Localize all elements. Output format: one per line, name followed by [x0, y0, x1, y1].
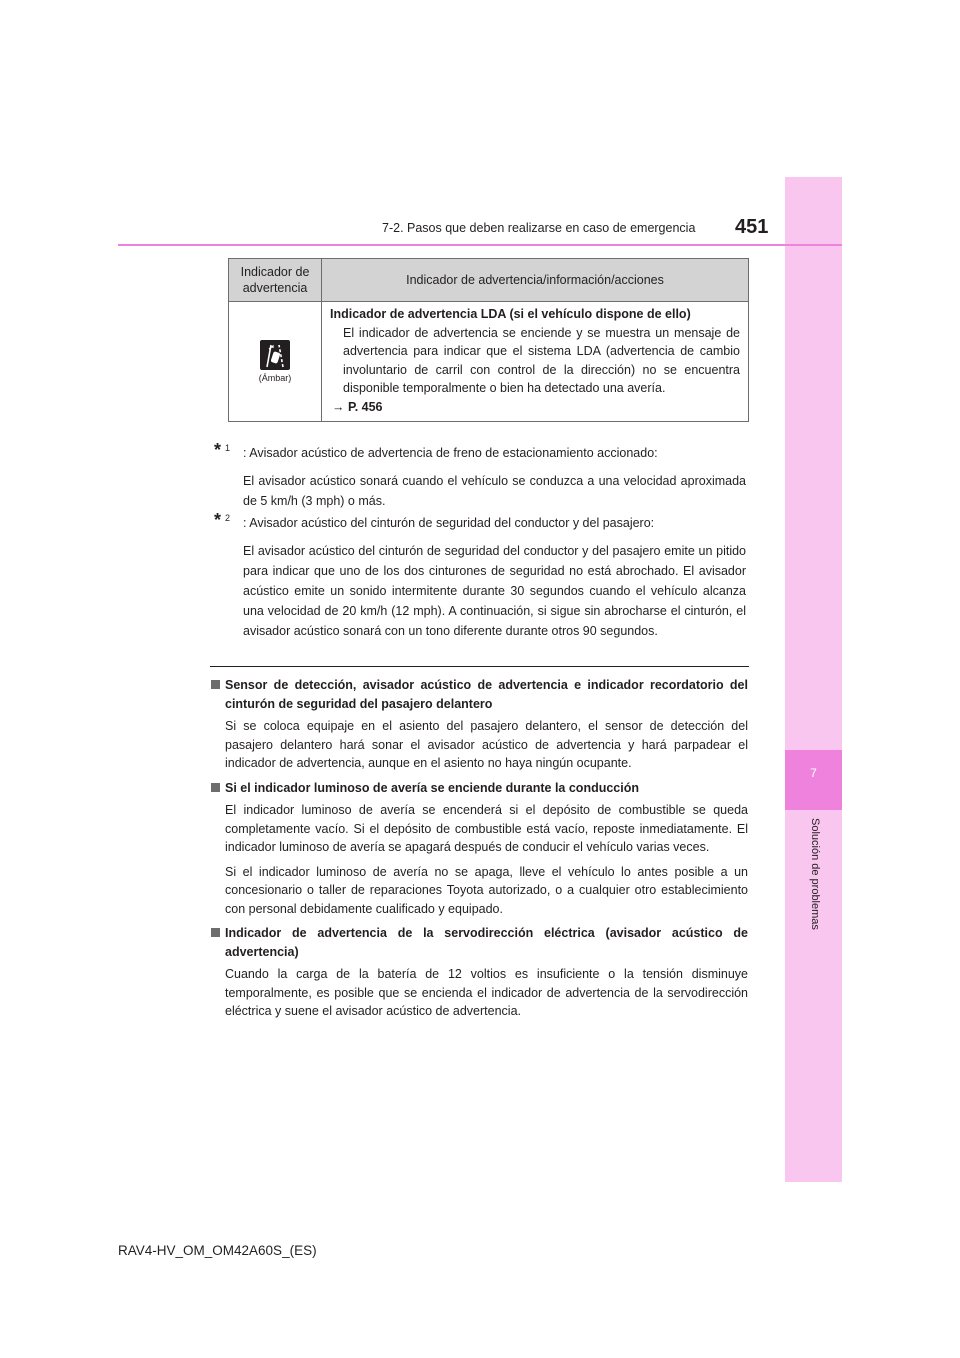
chapter-side-tab — [785, 177, 842, 1182]
col-header-info: Indicador de advertencia/información/acciones — [322, 259, 749, 302]
page-number: 451 — [735, 216, 769, 238]
indicator-title: Indicador de advertencia LDA (si el vehículo dispone de ello) — [330, 307, 691, 321]
footnote-title: : Avisador acústico del cinturón de seguridad del conductor y del pasajero: — [243, 516, 655, 530]
section-paragraph: Si el indicador luminoso de avería no se apaga, lleve el vehículo lo antes posible a un concesionario o taller de reparaciones Toyota autorizado, o a cualquier otro establecimiento con personal debidamente cualificado y equipado. — [225, 864, 748, 916]
section-paragraph: El indicador luminoso de avería se encenderá si el depósito de combustible se queda completamente vacío. Si el depósito de combustible está vacío, reposte inmediatamente. El indicador luminoso de avería se apagará después de conducir el vehículo varias veces. — [225, 803, 748, 854]
section-paragraph: Cuando la carga de la batería de 12 voltios es insuficiente o la tensión disminuye temporalmente, es posible que se encienda el indicador de advertencia de la servodirección eléctrica y suene el avisador acústico de advertencia. — [225, 967, 748, 1018]
section-heading — [211, 676, 748, 713]
footnote-title: : Avisador acústico de advertencia de freno de estacionamiento accionado: — [243, 446, 658, 460]
page-reference: → P. 456 — [332, 399, 383, 414]
section-heading — [211, 779, 748, 798]
footnote-number: 1 — [225, 443, 231, 453]
footnote-body: El avisador acústico del cinturón de seguridad del conductor y del pasajero emite un pitido para indicar que uno de los dos cinturones de seguridad no está abrochado. El avisador acústico emite un sonido intermitente durante 30 segundos cuando el vehículo alcanza una velocidad de 20 km/h (12 mph). A continuación, si sigue sin abrocharse el cinturón, el avisador acústico sonará con un tono diferente durante otros 90 segundos. — [243, 544, 746, 638]
table-row — [229, 302, 749, 422]
header-rule — [118, 244, 842, 246]
table-header-row — [229, 259, 749, 302]
footnote-2 — [214, 510, 746, 641]
chapter-number: 7 — [810, 766, 817, 780]
bullet-square-icon — [211, 783, 220, 792]
chapter-number-block — [785, 750, 842, 810]
footnote-body: El avisador acústico sonará cuando el vehículo se conduzca a una velocidad aproximada de 5 km/h (3 mph) o más. — [243, 474, 746, 508]
indicator-description: El indicador de advertencia se enciende y se muestra un mensaje de advertencia para indicar que el sistema LDA (advertencia de cambio involuntario de carril con control de la dirección) no se encuentra disponible temporalmente o bien ha detectado una avería. — [343, 325, 740, 395]
warning-indicator-table — [228, 258, 749, 422]
chapter-title: Solución de problemas — [809, 818, 821, 930]
footnote-star: * — [214, 510, 222, 530]
bullet-square-icon — [211, 928, 220, 937]
lane-departure-icon — [260, 340, 290, 370]
section-heading-text: Si el indicador luminoso de avería se enciende durante la conducción — [225, 780, 640, 795]
manual-code: RAV4-HV_OM_OM42A60S_(ES) — [118, 1243, 317, 1258]
indicator-cell — [229, 302, 322, 422]
section-heading-text: Indicador de advertencia de la servodirección eléctrica (avisador acústico de advertencia) — [225, 926, 748, 959]
footnote-number: 2 — [225, 513, 231, 523]
section-heading — [211, 924, 748, 961]
section-title: 7-2. Pasos que deben realizarse en caso de emergencia — [382, 221, 696, 235]
section-divider — [210, 666, 749, 667]
indicator-info-cell — [322, 302, 749, 422]
footnote-1 — [214, 440, 746, 511]
footnote-star: * — [214, 440, 222, 460]
icon-color-label: (Ámbar) — [258, 373, 292, 383]
information-sections — [211, 676, 748, 1027]
section-paragraph: Si se coloca equipaje en el asiento del pasajero delantero, el sensor de detección del pasajero delantero hará sonar el avisador acústico de advertencia y hará parpadear el indicador de advertencia, aunque en el asiento no haya ningún ocupante. — [225, 719, 748, 770]
bullet-square-icon — [211, 680, 220, 689]
section-heading-text: Sensor de detección, avisador acústico de advertencia e indicador recordatorio del cinturón de seguridad del pasajero delantero — [225, 678, 748, 711]
col-header-indicator: Indicador de advertencia — [229, 259, 322, 302]
